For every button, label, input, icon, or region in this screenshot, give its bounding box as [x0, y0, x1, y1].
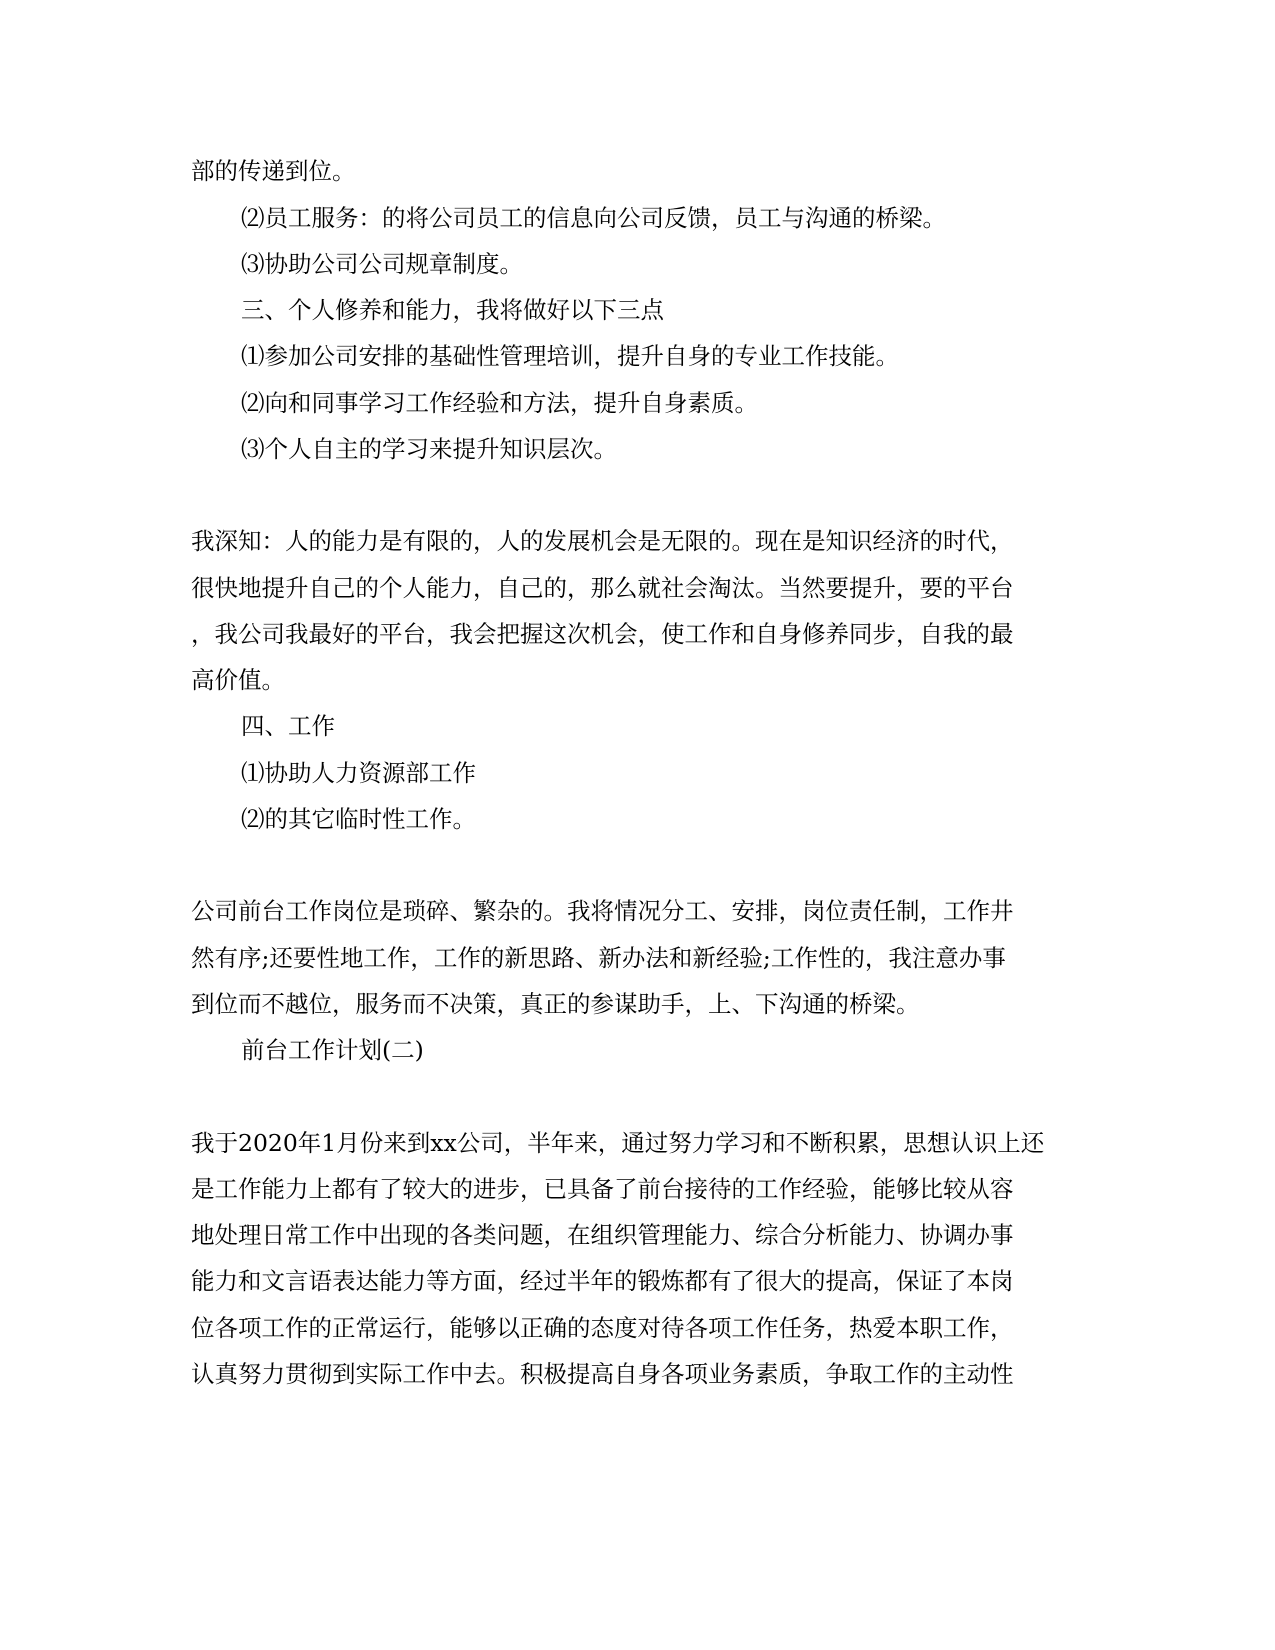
text-line-6: ⑵向和同事学习工作经验和方法，提升自身素质。 [241, 389, 758, 417]
section-heading-4: 四、工作 [241, 712, 335, 740]
text-line-22: 能力和文言语表达能力等方面，经过半年的锻炼都有了很大的提高，保证了本岗 [191, 1267, 1014, 1295]
text-line-17: 到位而不越位，服务而不决策，真正的参谋助手，上、下沟通的桥梁。 [191, 990, 920, 1018]
text-line-19: 我于2020年1月份来到xx公司，半年来，通过努力学习和不断积累，思想认识上还 [191, 1129, 1045, 1157]
plan-title-2: 前台工作计划(二) [241, 1036, 424, 1064]
text-line-2: ⑵员工服务：的将公司员工的信息向公司反馈，员工与沟通的桥梁。 [241, 204, 946, 232]
text-line-7: ⑶个人自主的学习来提升知识层次。 [241, 435, 617, 463]
text-line-15: 公司前台工作岗位是琐碎、繁杂的。我将情况分工、安排，岗位责任制，工作井 [191, 897, 1014, 925]
text-line-9: 很快地提升自己的个人能力，自己的，那么就社会淘汰。当然要提升，要的平台 [191, 574, 1014, 602]
text-line-21: 地处理日常工作中出现的各类问题，在组织管理能力、综合分析能力、协调办事 [191, 1221, 1014, 1249]
text-line-11: 高价值。 [191, 666, 285, 694]
text-line-20: 是工作能力上都有了较大的进步，已具备了前台接待的工作经验，能够比较从容 [191, 1175, 1014, 1203]
text-line-5: ⑴参加公司安排的基础性管理培训，提升自身的专业工作技能。 [241, 342, 899, 370]
text-line-3: ⑶协助公司公司规章制度。 [241, 250, 523, 278]
text-line-1: 部的传递到位。 [191, 157, 356, 185]
section-heading-3: 三、个人修养和能力，我将做好以下三点 [241, 296, 664, 324]
text-line-23: 位各项工作的正常运行，能够以正确的态度对待各项工作任务，热爱本职工作， [191, 1314, 1014, 1342]
text-line-10: ，我公司我最好的平台，我会把握这次机会，使工作和自身修养同步，自我的最 [191, 620, 1014, 648]
text-line-8: 我深知：人的能力是有限的，人的发展机会是无限的。现在是知识经济的时代， [191, 527, 1014, 555]
text-line-24: 认真努力贯彻到实际工作中去。积极提高自身各项业务素质，争取工作的主动性 [191, 1360, 1014, 1388]
text-line-13: ⑴协助人力资源部工作 [241, 759, 476, 787]
text-line-16: 然有序;还要性地工作，工作的新思路、新办法和新经验;工作性的，我注意办事 [191, 944, 1006, 972]
text-line-14: ⑵的其它临时性工作。 [241, 805, 476, 833]
